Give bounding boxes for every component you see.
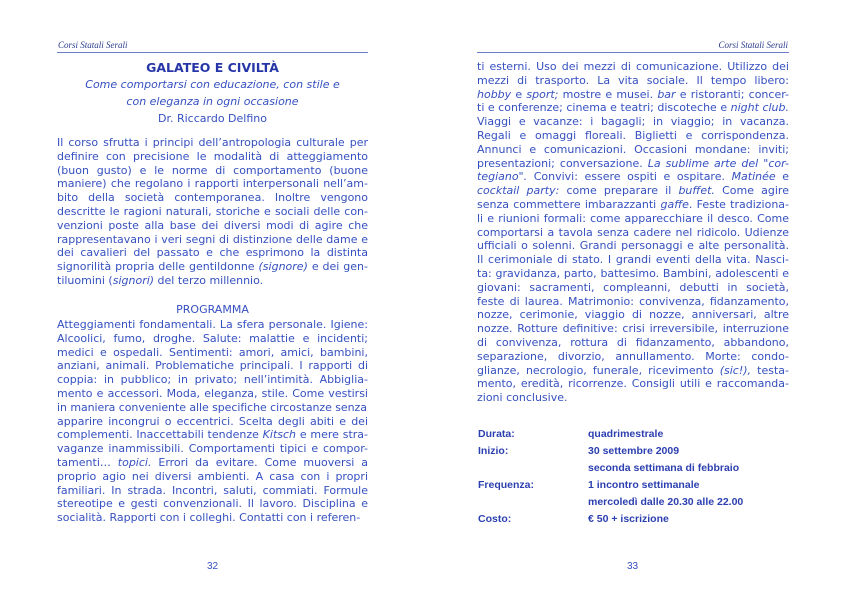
text-line: in maniera conveniente alle specifiche circostanze senza	[57, 400, 367, 414]
text-line: venzioni poste alla base dei diversi modi di agire che	[57, 218, 368, 232]
text-line	[477, 184, 789, 198]
text-run: signorilità propria delle gentildonne	[57, 260, 259, 274]
text-line: rappresentavano i veri segni di distinzione delle dame e	[57, 232, 368, 246]
italic-term: (signore)	[258, 260, 308, 274]
text-run: e mere stra-	[296, 428, 368, 442]
info-value: 1 incontro settimanale	[588, 479, 700, 491]
header-rule	[477, 52, 789, 53]
text-line: Viaggi e vacanze: i bagagli; in viaggio; in vacanza.	[477, 115, 789, 129]
text-line: giovani: sacramenti, compleanni, debutti in società,	[477, 280, 790, 294]
text-line: feste di laurea. Matrimonio: convivenza, fidanzamento,	[477, 294, 789, 308]
italic-term: gaffe	[660, 197, 689, 211]
text-line: proprio agio nei diversi ambienti. A casa con i propri	[57, 469, 368, 483]
course-author: Dr. Riccardo Delfino	[158, 112, 267, 125]
text-run: Convivi: essere ospiti e ospitare.	[527, 170, 732, 184]
text-line: maniere) che regolano i rapporti interpersonali nell’am-	[57, 177, 368, 191]
info-value: quadrimestrale	[588, 428, 664, 440]
text-line: dei cavalieri del passato e che esprimono la distinta	[57, 246, 368, 260]
page-right	[421, 0, 842, 595]
italic-term: bar	[657, 87, 676, 101]
info-label: Costo:	[478, 513, 512, 525]
text-run: glianze, necrologio, funerale, ricevimento	[477, 363, 720, 377]
info-row-frequenza-2	[478, 496, 743, 513]
info-row-frequenza	[478, 479, 743, 496]
italic-term: night club.	[730, 101, 789, 115]
text-run: tamenti…	[57, 455, 118, 469]
running-head: Corsi Statali Serali	[58, 40, 128, 50]
text-line: mezzi di trasporto. La vita sociale. Il tempo libero:	[477, 73, 789, 87]
italic-term: Matinée	[731, 170, 776, 184]
text-line	[477, 364, 789, 378]
text-run: presentazioni; conversazione.	[477, 156, 648, 170]
text-line	[477, 170, 789, 184]
text-line: Il cerimoniale di stato. I grandi eventi della vita. Nasci-	[477, 253, 789, 267]
info-value: mercoledì dalle 20.30 alle 22.00	[588, 496, 744, 508]
italic-term: (sic!),	[719, 363, 752, 377]
text-line	[477, 198, 789, 212]
text-line: Atteggiamenti fondamentali. La sfera personale. Igiene:	[57, 318, 368, 331]
info-row-inizio	[478, 445, 743, 462]
text-line	[57, 428, 368, 442]
info-label: Durata:	[478, 428, 515, 440]
programma-text-right	[477, 60, 789, 405]
text-run: tiluomini (	[57, 273, 113, 287]
text-line: nozze, cerimonie, viaggio di nozze, anniversari, altre	[477, 308, 789, 322]
text-line: mento e accessori. Moda, eleganza, stile. Come vestirsi	[57, 386, 368, 400]
text-run: senza commettere imbarazzanti	[477, 197, 661, 211]
text-line: definire con precisione le modalità di atteggiamento	[57, 149, 368, 163]
text-line: ti esterni. Uso dei mezzi di comunicazione. Utilizzo dei	[477, 60, 789, 73]
page-number: 33	[627, 561, 639, 572]
text-line: bito della società contemporanea. Inoltre vengono	[57, 191, 368, 205]
text-line: di convivenza, rottura di fidanzamento, abbandono,	[477, 335, 789, 349]
text-run: ti e conferenze; cinema e teatri; discoteche e	[477, 101, 731, 115]
text-run: Errori da evitare. Come muoversi a	[151, 455, 368, 469]
text-line: mento, eredità, ricorrenze. Consigli utili e raccomanda-	[477, 377, 789, 391]
text-run: del terzo millennio.	[154, 273, 264, 287]
text-line: Alcoolici, fumo, droghe. Salute: malattie e incidenti;	[57, 331, 368, 345]
text-run: come preparare il	[559, 184, 679, 198]
text-run: . Feste tradiziona-	[688, 197, 790, 211]
info-label: Inizio:	[478, 445, 509, 457]
text-line: ta: gravidanza, parto, battesimo. Bambini, adolescenti e	[477, 266, 789, 280]
course-info-table	[478, 428, 743, 530]
course-title-block	[57, 60, 368, 127]
italic-term: cocktail party:	[477, 184, 560, 198]
text-line: Il corso sfrutta i principi dell’antropologia culturale per	[57, 136, 368, 149]
text-line	[57, 456, 368, 470]
text-line: Annunci e comunicazioni. Occasioni mondane: inviti;	[477, 142, 789, 156]
text-line: coppia: in pubblico; in privato; nell’intimità. Abbiglia-	[57, 373, 368, 387]
text-line: comportarsi a tavola senza cadere nel ridicolo. Udienze	[477, 225, 789, 239]
text-line: anziani, animali. Problematiche principali. I rapporti di	[57, 359, 368, 373]
text-line: apparire incongrui o eccentrici. Scelta degli abiti e dei	[57, 414, 368, 428]
italic-term: tegiano".	[477, 170, 528, 184]
course-subtitle-line: con eleganza in ogni occasione	[126, 95, 299, 108]
header-rule	[57, 52, 368, 53]
text-line: ufficiali o solenni. Grandi personaggi e alte personalità.	[477, 239, 789, 253]
italic-term: signori)	[112, 273, 155, 287]
text-line	[477, 157, 789, 171]
text-run: Come agire	[714, 184, 789, 198]
text-line	[57, 274, 368, 288]
info-row-durata	[478, 428, 743, 445]
text-line: separazione, divorzio, annullamento. Morte: condo-	[477, 349, 789, 363]
italic-term: buffet.	[678, 184, 715, 198]
info-value: € 50 + iscrizione	[588, 513, 669, 525]
course-title: GALATEO E CIVILTÀ	[146, 60, 279, 75]
info-row-inizio-2	[478, 462, 743, 479]
page-number: 32	[207, 561, 219, 572]
text-line: familiari. In strada. Incontri, saluti, commiati. Formule	[57, 483, 368, 497]
text-run: mostre e musei.	[558, 87, 658, 101]
intro-paragraph	[57, 136, 368, 288]
text-run: e dei gen-	[307, 260, 368, 274]
text-line: vaganze inammissibili. Comportamenti tipici e compor-	[57, 442, 368, 456]
text-line: stereotipe e gesti convenzionali. Il lavoro. Disciplina e	[57, 497, 368, 511]
italic-term: La sublime arte del "cor-	[647, 156, 789, 170]
text-line: descritte le ragioni naturali, storiche e sociali delle con-	[57, 204, 368, 218]
text-line	[477, 88, 789, 102]
text-line: Regali e omaggi floreali. Biglietti e corrispondenza.	[477, 128, 789, 142]
text-line	[57, 260, 368, 274]
italic-term: hobby	[477, 87, 512, 101]
info-value: seconda settimana di febbraio	[588, 462, 740, 474]
course-subtitle-line: Come comportarsi con educazione, con stile e	[85, 78, 340, 91]
italic-term: topici.	[117, 455, 152, 469]
italic-term: sport;	[526, 87, 559, 101]
italic-term: Kitsch	[262, 428, 297, 442]
text-run: e	[775, 170, 790, 184]
text-line	[477, 101, 789, 115]
text-run: complementi. Inaccettabili tendenze	[57, 428, 263, 442]
info-value: 30 settembre 2009	[588, 445, 680, 457]
info-row-costo	[478, 513, 743, 530]
text-line: nozze. Rotture definitive: crisi irreversibile, interruzione	[477, 322, 789, 336]
text-line: medici e ospedali. Sentimenti: amori, amici, bambini,	[57, 345, 368, 359]
text-run: e	[511, 87, 527, 101]
running-head: Corsi Statali Serali	[718, 40, 788, 50]
text-line: zioni conclusive.	[477, 391, 568, 405]
text-run: testa-	[751, 363, 789, 377]
text-run: e ristoranti; concer-	[675, 87, 789, 101]
text-line: li e riunioni formali: come apparecchiare il desco. Come	[477, 211, 789, 225]
info-label: Frequenza:	[478, 479, 535, 491]
programma-heading: PROGRAMMA	[176, 303, 249, 316]
text-line: socialità. Rapporti con i colleghi. Contatti con i referen-	[57, 511, 361, 525]
programma-text-left	[57, 318, 368, 525]
text-line: (buon gusto) e le norme di comportamento (buone	[57, 163, 368, 177]
